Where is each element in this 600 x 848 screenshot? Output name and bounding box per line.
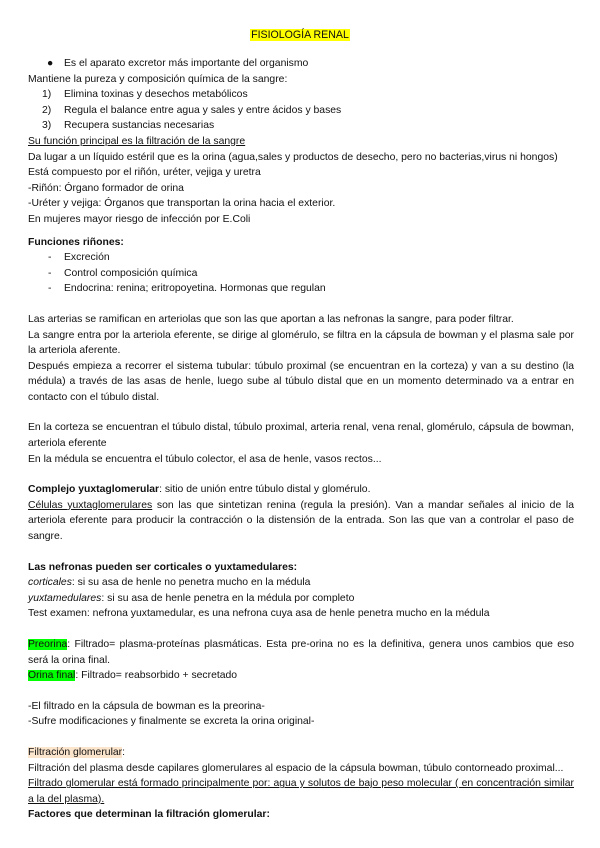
section-heading: Funciones riñones: — [28, 236, 124, 248]
orina-final-paragraph: Orina final: Filtrado= reabsorbido + secretado — [28, 670, 238, 682]
paragraph: La sangre entra por la arteriola eferente, se dirige al glomérulo, se filtra en la cápsula de bowman y el plasma sale por la arteriola aferente. — [28, 329, 574, 357]
complejo-paragraph: Complejo yuxtaglomerular: sitio de unión entre túbulo distal y glomérulo. — [28, 484, 371, 496]
section-heading: Las nefronas pueden ser corticales o yuxtamedulares: — [28, 561, 298, 573]
paragraph: Después empieza a recorrer el sistema tubular: túbulo proximal (se encuentran en la corteza) y van a su destino (la médula) a través de las asas de henle, luego sube al túbulo distal que en un momento determinado va a entrar en contacto con el túbulo distal. — [28, 360, 574, 403]
paragraph: Filtración del plasma desde capilares glomerulares al espacio de la cápsula bowman, túbulo contorneado proximal... — [28, 762, 564, 774]
numbered-item: 2) Regula el balance entre agua y sales y entre ácidos y bases — [42, 104, 342, 116]
paragraph: En la corteza se encuentran el túbulo distal, túbulo proximal, arteria renal, vena renal, glomérulo, cápsula de bowman, arteriola eferente — [28, 422, 574, 450]
paragraph: corticales: si su asa de henle no penetra mucho en la médula — [28, 577, 311, 589]
bullet-dot-icon: ● — [47, 58, 54, 69]
paragraph: En la médula se encuentra el túbulo colector, el asa de henle, vasos rectos... — [28, 453, 382, 465]
dash-item: - Control composición química — [48, 267, 198, 279]
paragraph: Da lugar a un líquido estéril que es la orina (agua,sales y productos de desecho, pero no bacterias,virus ni hongos) — [28, 151, 558, 163]
paragraph: -El filtrado en la cápsula de bowman es la preorina- — [28, 700, 265, 712]
numbered-item: 3) Recupera sustancias necesarias — [42, 120, 215, 132]
paragraph: En mujeres mayor riesgo de infección por E.Coli — [28, 213, 251, 225]
intro-lead: Mantiene la pureza y composición química de la sangre: — [28, 73, 288, 85]
paragraph: -Uréter y vejiga: Órganos que transportan la orina hacia el exterior. — [28, 198, 336, 210]
document-body — [28, 56, 574, 823]
paragraph: Filtrado glomerular está formado principalmente por: agua y solutos de bajo peso molecular ( en concentración similar a la del plasma). — [28, 778, 574, 805]
document-title: FISIOLOGÍA RENAL — [251, 29, 349, 41]
celulas-paragraph: Células yuxtaglomerulares son las que sintetizan renina (regula la presión). Van a mandar señales al inicio de la arteriola eferente para producir la contracción o la distensión de la entrada. Son las que van a controlar el paso de sangre. — [28, 499, 575, 543]
paragraph: Está compuesto por el riñón, uréter, vejiga y uretra — [28, 167, 261, 179]
paragraph: Las arterias se ramifican en arteriolas que son las que aportan a las nefronas la sangre, para poder filtrar. — [28, 313, 514, 325]
bullet-item: ● Es el aparato excretor más importante del organismo — [28, 56, 574, 72]
paragraph: yuxtamedulares: si su asa de henle penetra en la médula por completo — [28, 592, 355, 604]
paragraph: Test examen: nefrona yuxtamedular, es una nefrona cuya asa de henle penetra mucho en la médula — [28, 608, 490, 620]
title-container — [0, 28, 600, 44]
section-heading: Factores que determinan la filtración glomerular: — [28, 809, 270, 821]
dash-item: - Excreción — [48, 252, 110, 264]
paragraph: -Riñón: Órgano formador de orina — [28, 182, 184, 194]
preorina-paragraph: Preorina: Filtrado= plasma-proteínas plasmáticas. Esta pre-orina no es la definitiva, genera unos cambios que eso será la orina final. — [28, 639, 574, 666]
filtracion-heading: Filtración glomerular: — [28, 746, 126, 758]
dash-item: - Endocrina: renina; eritropoyetina. Hormonas que regulan — [48, 283, 326, 295]
main-function: Su función principal es la filtración de la sangre — [28, 135, 246, 147]
numbered-item: 1) Elimina toxinas y desechos metabólicos — [42, 89, 248, 101]
paragraph: -Sufre modificaciones y finalmente se excreta la orina original- — [28, 716, 315, 728]
